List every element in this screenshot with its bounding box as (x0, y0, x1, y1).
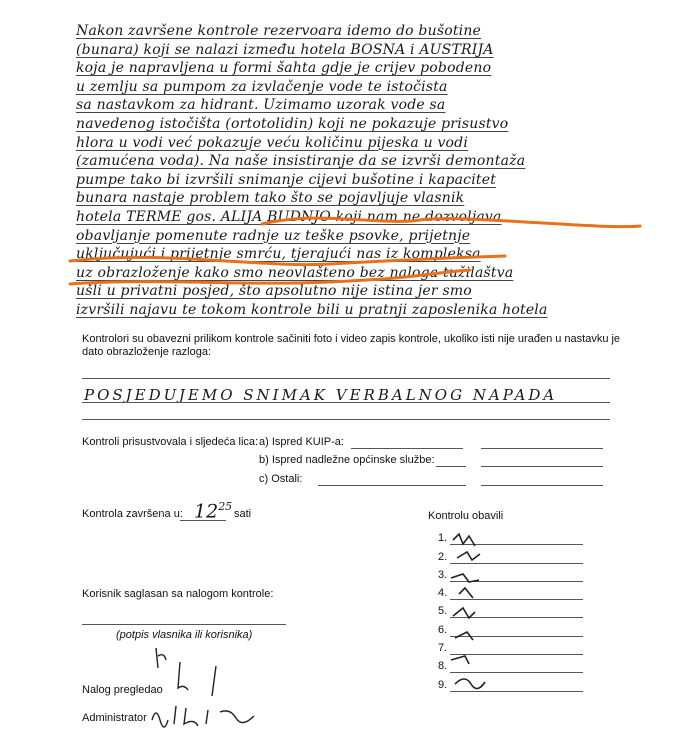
completion-line (180, 520, 226, 521)
presence-c-line (481, 485, 603, 486)
report-line: hlora u vodi već pokazuje veću količinu pijeska u vodi (76, 134, 469, 151)
controller-number: 3. (438, 569, 448, 581)
presence-label: Kontroli prisustvovala i sljedeća lica: (82, 436, 259, 448)
completion-minutes: 25 (218, 500, 233, 513)
report-line: obavljanje pomenute radnje uz teške psovke, prijetnje (76, 227, 471, 244)
owner-signature-line (82, 624, 286, 625)
admin-label: Administrator (82, 712, 147, 724)
controller-number: 4. (438, 587, 448, 599)
completion-time (194, 500, 232, 522)
controller-number: 8. (438, 660, 448, 672)
presence-a-line (351, 448, 463, 449)
report-line: Nakon završene kontrole rezervoara idemo do bušotine (76, 23, 482, 39)
orange-underline-2 (70, 256, 505, 265)
report-line: izvršili najavu te tokom kontrole bili u pratnji zaposlenika hotela (76, 301, 548, 318)
report-line: u zemlju sa pumpom za izvlačenje vode te istočista (76, 78, 448, 95)
controller-number: 2. (438, 551, 448, 563)
consent-label: Korisnik saglasan sa nalogom kontrole: (82, 588, 274, 600)
report-line: pumpe tako bi izvršili snimanje cijevi bušotine i kapacitet (76, 171, 497, 188)
presence-a-line (481, 448, 603, 449)
foto-notice-line1: Kontrolori su obavezni prilikom kontrole sačiniti foto i video zapis kontrole, ukoliko isti nije urađen u nastavku je (82, 333, 621, 345)
presence-b-line (481, 466, 603, 467)
controllers-label: Kontrolu obavili (428, 510, 504, 522)
completion-label: Kontrola završena u: (82, 508, 183, 520)
report-line: bunara nastaje problem tako što se pojavljuje vlasnik (76, 190, 465, 207)
controller-number: 6. (438, 624, 448, 636)
handwritten-reason: POSJEDUJEMO SNIMAK VERBALNOG NAPADA (84, 386, 558, 404)
presence-a-label: a) Ispred KUIP-a: (259, 436, 344, 448)
completion-unit: sati (234, 508, 252, 520)
report-line: uz obrazloženje kako smo neovlašteno bez naloga tužilaštva (76, 264, 514, 281)
report-line: hotela TERME gos. ALIJA BUDNJO koji nam ne dozvoljava (76, 208, 502, 225)
controller-number: 1. (438, 532, 448, 544)
completion-hour: 12 (194, 500, 219, 523)
orange-underline-3 (70, 270, 470, 284)
presence-b-label: b) Ispred nadležne općinske službe: (259, 454, 435, 466)
presence-c-line (318, 485, 466, 486)
controller-number: 5. (438, 605, 448, 617)
reason-line (82, 419, 610, 420)
report-line: sa nastavkom za hidrant. Uzimamo uzorak vode sa (76, 97, 446, 114)
foto-notice-line2: dato obrazloženje razloga: (82, 346, 212, 358)
report-line: koja je napravljena u formi šahta gdje je crijev pobodeno (76, 60, 492, 77)
review-label: Nalog pregledao (82, 684, 163, 696)
presence-b-line (436, 466, 466, 467)
report-line: navedenog istočišta (ortotolidin) koji ne pokazuje prisustvo (76, 115, 509, 132)
controller-number: 7. (438, 642, 448, 654)
report-line: ušli u privatni posjed, što apsolutno nije istina jer smo (76, 283, 472, 300)
orange-underline-1 (262, 218, 640, 227)
presence-c-label: c) Ostali: (259, 473, 303, 485)
owner-signature-caption: (potpis vlasnika ili korisnika) (116, 629, 253, 641)
report-line: (zamućena voda). Na naše insistiranje da se izvrši demontaža (76, 153, 526, 170)
controller-number: 9. (438, 679, 448, 691)
review-signature-scribble (150, 644, 250, 704)
admin-signature-scribble (148, 700, 288, 730)
report-line: uključujući i prijetnje smrću, tjerajući nas iz kompleksa (76, 246, 481, 263)
reason-line (82, 378, 610, 379)
controller-signatures-scribble (445, 528, 505, 698)
reason-line (82, 402, 610, 403)
report-line: (bunara) koji se nalazi između hotela BOSNA i AUSTRIJA (76, 41, 494, 58)
